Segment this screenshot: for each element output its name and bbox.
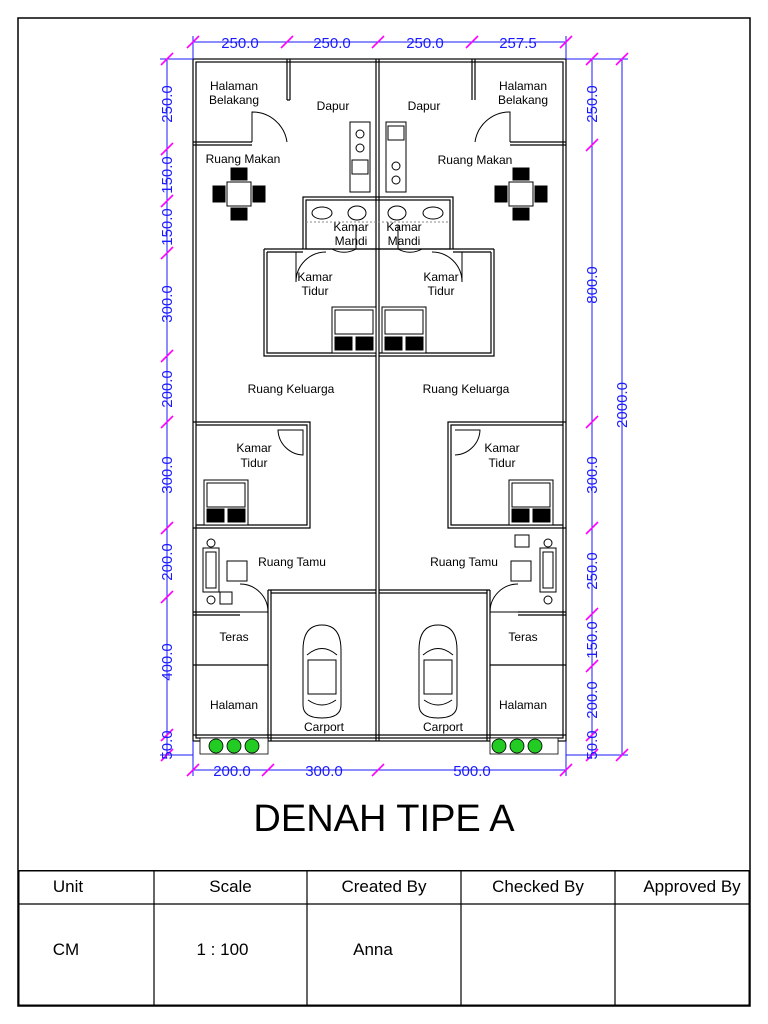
- title-block-value-scale: 1 : 100: [196, 940, 249, 959]
- kitchen-stove-icon: [350, 122, 406, 192]
- car-icon: [303, 625, 457, 718]
- title-block-value-approved-by: [615, 904, 750, 996]
- room-label-kamar-tidur: Tidur: [427, 284, 455, 298]
- title-block-header-unit: Unit: [52, 877, 84, 896]
- dimension-label: 150.0: [584, 621, 601, 659]
- dimension-label: 257.5: [499, 35, 537, 52]
- room-label-ruang-tamu: Ruang Tamu: [258, 555, 326, 569]
- title-block: [18, 870, 750, 1006]
- room-label-teras: Teras: [508, 630, 538, 644]
- room-label-kamar-tidur: Kamar: [423, 270, 459, 284]
- dimension-label: 300.0: [159, 456, 176, 494]
- room-label-dapur: Dapur: [316, 99, 350, 113]
- room-label-halaman: Halaman: [498, 698, 548, 712]
- dimension-label: 200.0: [159, 543, 176, 581]
- dimension-label: 150.0: [159, 208, 176, 246]
- dimension-label: 300.0: [305, 763, 343, 780]
- room-label-halaman-belakang: Belakang: [208, 93, 260, 107]
- dimension-label: 500.0: [453, 763, 491, 780]
- title-block-header-scale: Scale: [209, 877, 252, 896]
- room-label-kamar-mandi: Mandi: [334, 234, 368, 248]
- dining-table-icon: [213, 168, 547, 220]
- room-label-ruang-makan: Ruang Makan: [437, 153, 513, 167]
- room-label-kamar-tidur: Kamar: [484, 441, 520, 455]
- dimension-label: 250.0: [159, 85, 176, 123]
- title-block-header-created-by: Created By: [341, 877, 427, 896]
- room-label-halaman-belakang: Belakang: [497, 93, 549, 107]
- room-label-carport: Carport: [303, 720, 345, 734]
- room-label-halaman-belakang: Halaman: [498, 79, 548, 93]
- room-label-kamar-mandi: Kamar: [386, 220, 422, 234]
- room-label-dapur: Dapur: [407, 99, 441, 113]
- room-label-kamar-tidur: Tidur: [240, 456, 268, 470]
- sheet-border: [18, 18, 750, 1006]
- dimension-label: 250.0: [406, 35, 444, 52]
- title-block-header-checked-by: Checked By: [492, 877, 584, 896]
- title-block-value-checked-by: [461, 904, 615, 996]
- room-label-ruang-keluarga: Ruang Keluarga: [247, 382, 335, 396]
- dimension-label: 200.0: [213, 763, 251, 780]
- dimension-label: 800.0: [584, 266, 601, 304]
- dimension-label: 50.0: [584, 730, 601, 760]
- room-label-teras: Teras: [219, 630, 249, 644]
- room-labels: [206, 79, 548, 734]
- bathroom-fixtures-icon: [306, 206, 450, 222]
- room-label-halaman-belakang: Halaman: [209, 79, 259, 93]
- dimension-label: 400.0: [159, 643, 176, 681]
- title-block-value-created-by: Anna: [353, 940, 393, 959]
- dimension-label-overall: 2000.0: [614, 382, 631, 428]
- room-label-kamar-mandi: Mandi: [387, 234, 421, 248]
- dimension-label: 250.0: [313, 35, 351, 52]
- drawing-title: DENAH TIPE A: [253, 798, 515, 840]
- room-label-kamar-tidur: Tidur: [488, 456, 516, 470]
- title-block-value-unit: CM: [52, 940, 80, 959]
- room-label-kamar-mandi: Kamar: [333, 220, 369, 234]
- dimension-label: 250.0: [584, 85, 601, 123]
- room-label-kamar-tidur: Kamar: [236, 441, 272, 455]
- room-label-halaman: Halaman: [209, 698, 259, 712]
- dimension-label: 200.0: [584, 681, 601, 719]
- room-label-kamar-tidur: Kamar: [297, 270, 333, 284]
- dimension-label: 200.0: [159, 370, 176, 408]
- dimension-label: 300.0: [159, 285, 176, 323]
- room-label-ruang-makan: Ruang Makan: [205, 152, 281, 166]
- room-label-kamar-tidur: Tidur: [301, 284, 329, 298]
- title-block-header-approved-by: Approved By: [643, 877, 741, 896]
- dimension-label: 300.0: [584, 456, 601, 494]
- dimension-label: 50.0: [159, 730, 176, 760]
- room-label-carport: Carport: [422, 720, 464, 734]
- room-label-ruang-tamu: Ruang Tamu: [430, 555, 498, 569]
- dimension-label: 250.0: [221, 35, 259, 52]
- dimension-label: 250.0: [584, 552, 601, 590]
- dimension-label: 150.0: [159, 156, 176, 194]
- room-label-ruang-keluarga: Ruang Keluarga: [422, 382, 510, 396]
